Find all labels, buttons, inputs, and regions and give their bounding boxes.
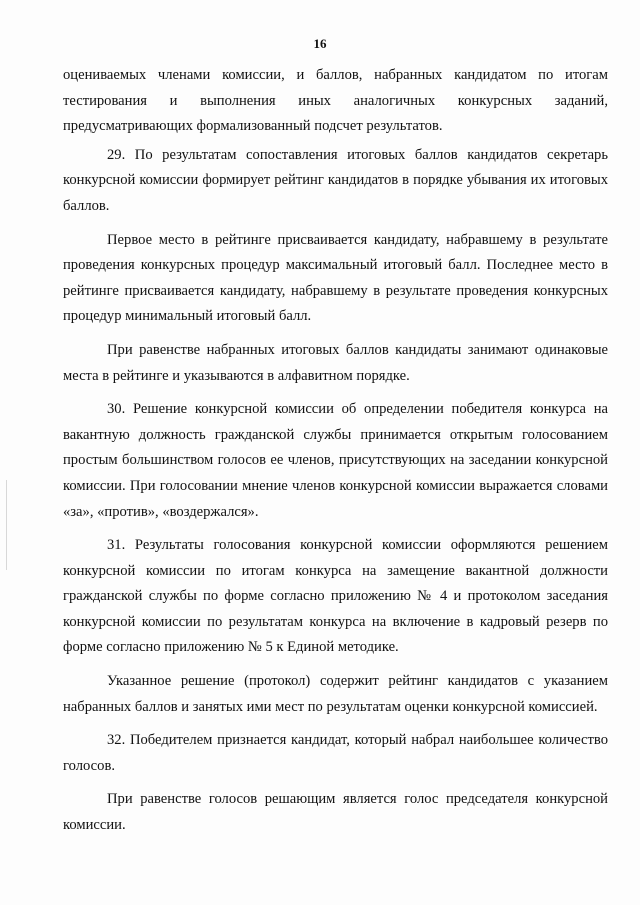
paragraph-item-31: 31. Результаты голосования конкурсной комиссии оформляются решением конкурсной комиссии по итогам конкурса на замещение вакантной должности гражданской службы по форме согласно приложению № 4 и протоколом заседания конкурсной комиссии по результатам конкурса на включение в кадровый резерв по форме согласно приложению № 5 к Единой методике.: [63, 537, 608, 656]
page-number: 16: [313, 36, 327, 51]
paragraph-equal-scores: При равенстве набранных итоговых баллов кандидаты занимают одинаковые места в рейтинге и указываются в алфавитном порядке.: [63, 341, 608, 384]
paragraph-equal-votes: При равенстве голосов решающим является голос председателя конкурсной комиссии.: [63, 791, 608, 834]
paragraph-item-32: 32. Победителем признается кандидат, который набрал наибольшее количество голосов.: [63, 732, 608, 774]
paragraph-first-place: Первое место в рейтинге присваивается кандидату, набравшему в результате проведения конкурсных процедур максимальный итоговый балл. Последнее место в рейтинге присваивается кандидату, набравшему в результате проведения конкурсных процедур минимальный итоговый балл.: [63, 231, 608, 325]
scan-edge-line: [6, 480, 7, 570]
paragraph-item-29: 29. По результатам сопоставления итоговых баллов кандидатов секретарь конкурсной комиссии формирует рейтинг кандидатов в порядке убывания их итоговых баллов.: [63, 146, 608, 214]
paragraph-item-30: 30. Решение конкурсной комиссии об определении победителя конкурса на вакантную должность гражданской службы принимается открытым голосованием простым большинством голосов ее членов, присутствующих на заседании конкурсной комиссии. При голосовании мнение членов конкурсной комиссии выражается словами «за», «против», «воздержался».: [63, 401, 608, 520]
paragraph-continuation: оцениваемых членами комиссии, и баллов, набранных кандидатом по итогам тестирования и выполнения иных аналогичных конкурсных заданий, предусматривающих формализованный подсчет результатов.: [63, 67, 608, 135]
document-body: [63, 63, 608, 839]
paragraph-decision-protocol: Указанное решение (протокол) содержит рейтинг кандидатов с указанием набранных баллов и занятых ими мест по результатам оценки конкурсной комиссией.: [63, 673, 608, 715]
